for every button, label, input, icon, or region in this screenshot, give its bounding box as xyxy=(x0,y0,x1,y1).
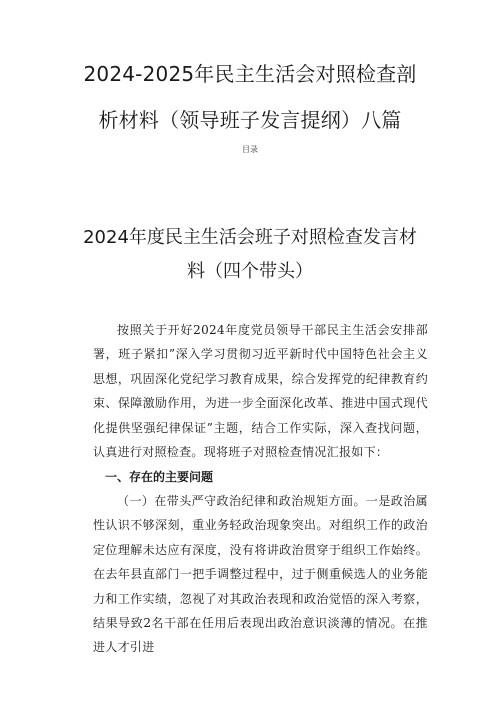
toc-label: 目录 xyxy=(242,145,258,154)
intro-paragraph: 按照关于开好2024年度党员领导干部民主生活会安排部署，班子紧扣”深入学习贯彻习近平新时代中国特色社会主义思想，巩固深化党纪学习教育成果，综合发挥党的纪律教育约束、保障激励作用，为进一步全面深化改革、推进中国式现代化提供坚强纪律保证”主题，结合工作实际，深入查找问题，认真进行对照检查。现将班子对照检查情况汇报如下： xyxy=(93,323,428,460)
document-title-line-1: 2024-2025年民主生活会对照检查剖 xyxy=(83,62,417,86)
section-title-line-1: 2024年度民主生活会班子对照检查发言材 xyxy=(83,227,417,248)
document-title-line-2: 析材料（领导班子发言提纲）八篇 xyxy=(98,108,402,132)
section-title-line-2: 料（四个带头） xyxy=(187,261,313,282)
body-paragraph: （一）在带头严守政治纪律和政治规矩方面。一是政治属性认识不够深刻，重业务轻政治现象突出。对组织工作的政治定位理解未达应有深度，没有将讲政治贯穿于组织工作始终。在去年县直部门一把手调整过程中，过于侧重候选人的业务能力和工作实绩，忽视了对其政治表现和政治觉悟的深入考察，结果导致2名干部在任用后表现出政治意识淡薄的情况。在推进人才引进 xyxy=(93,494,428,655)
section-heading: 一、存在的主要问题 xyxy=(105,470,214,484)
